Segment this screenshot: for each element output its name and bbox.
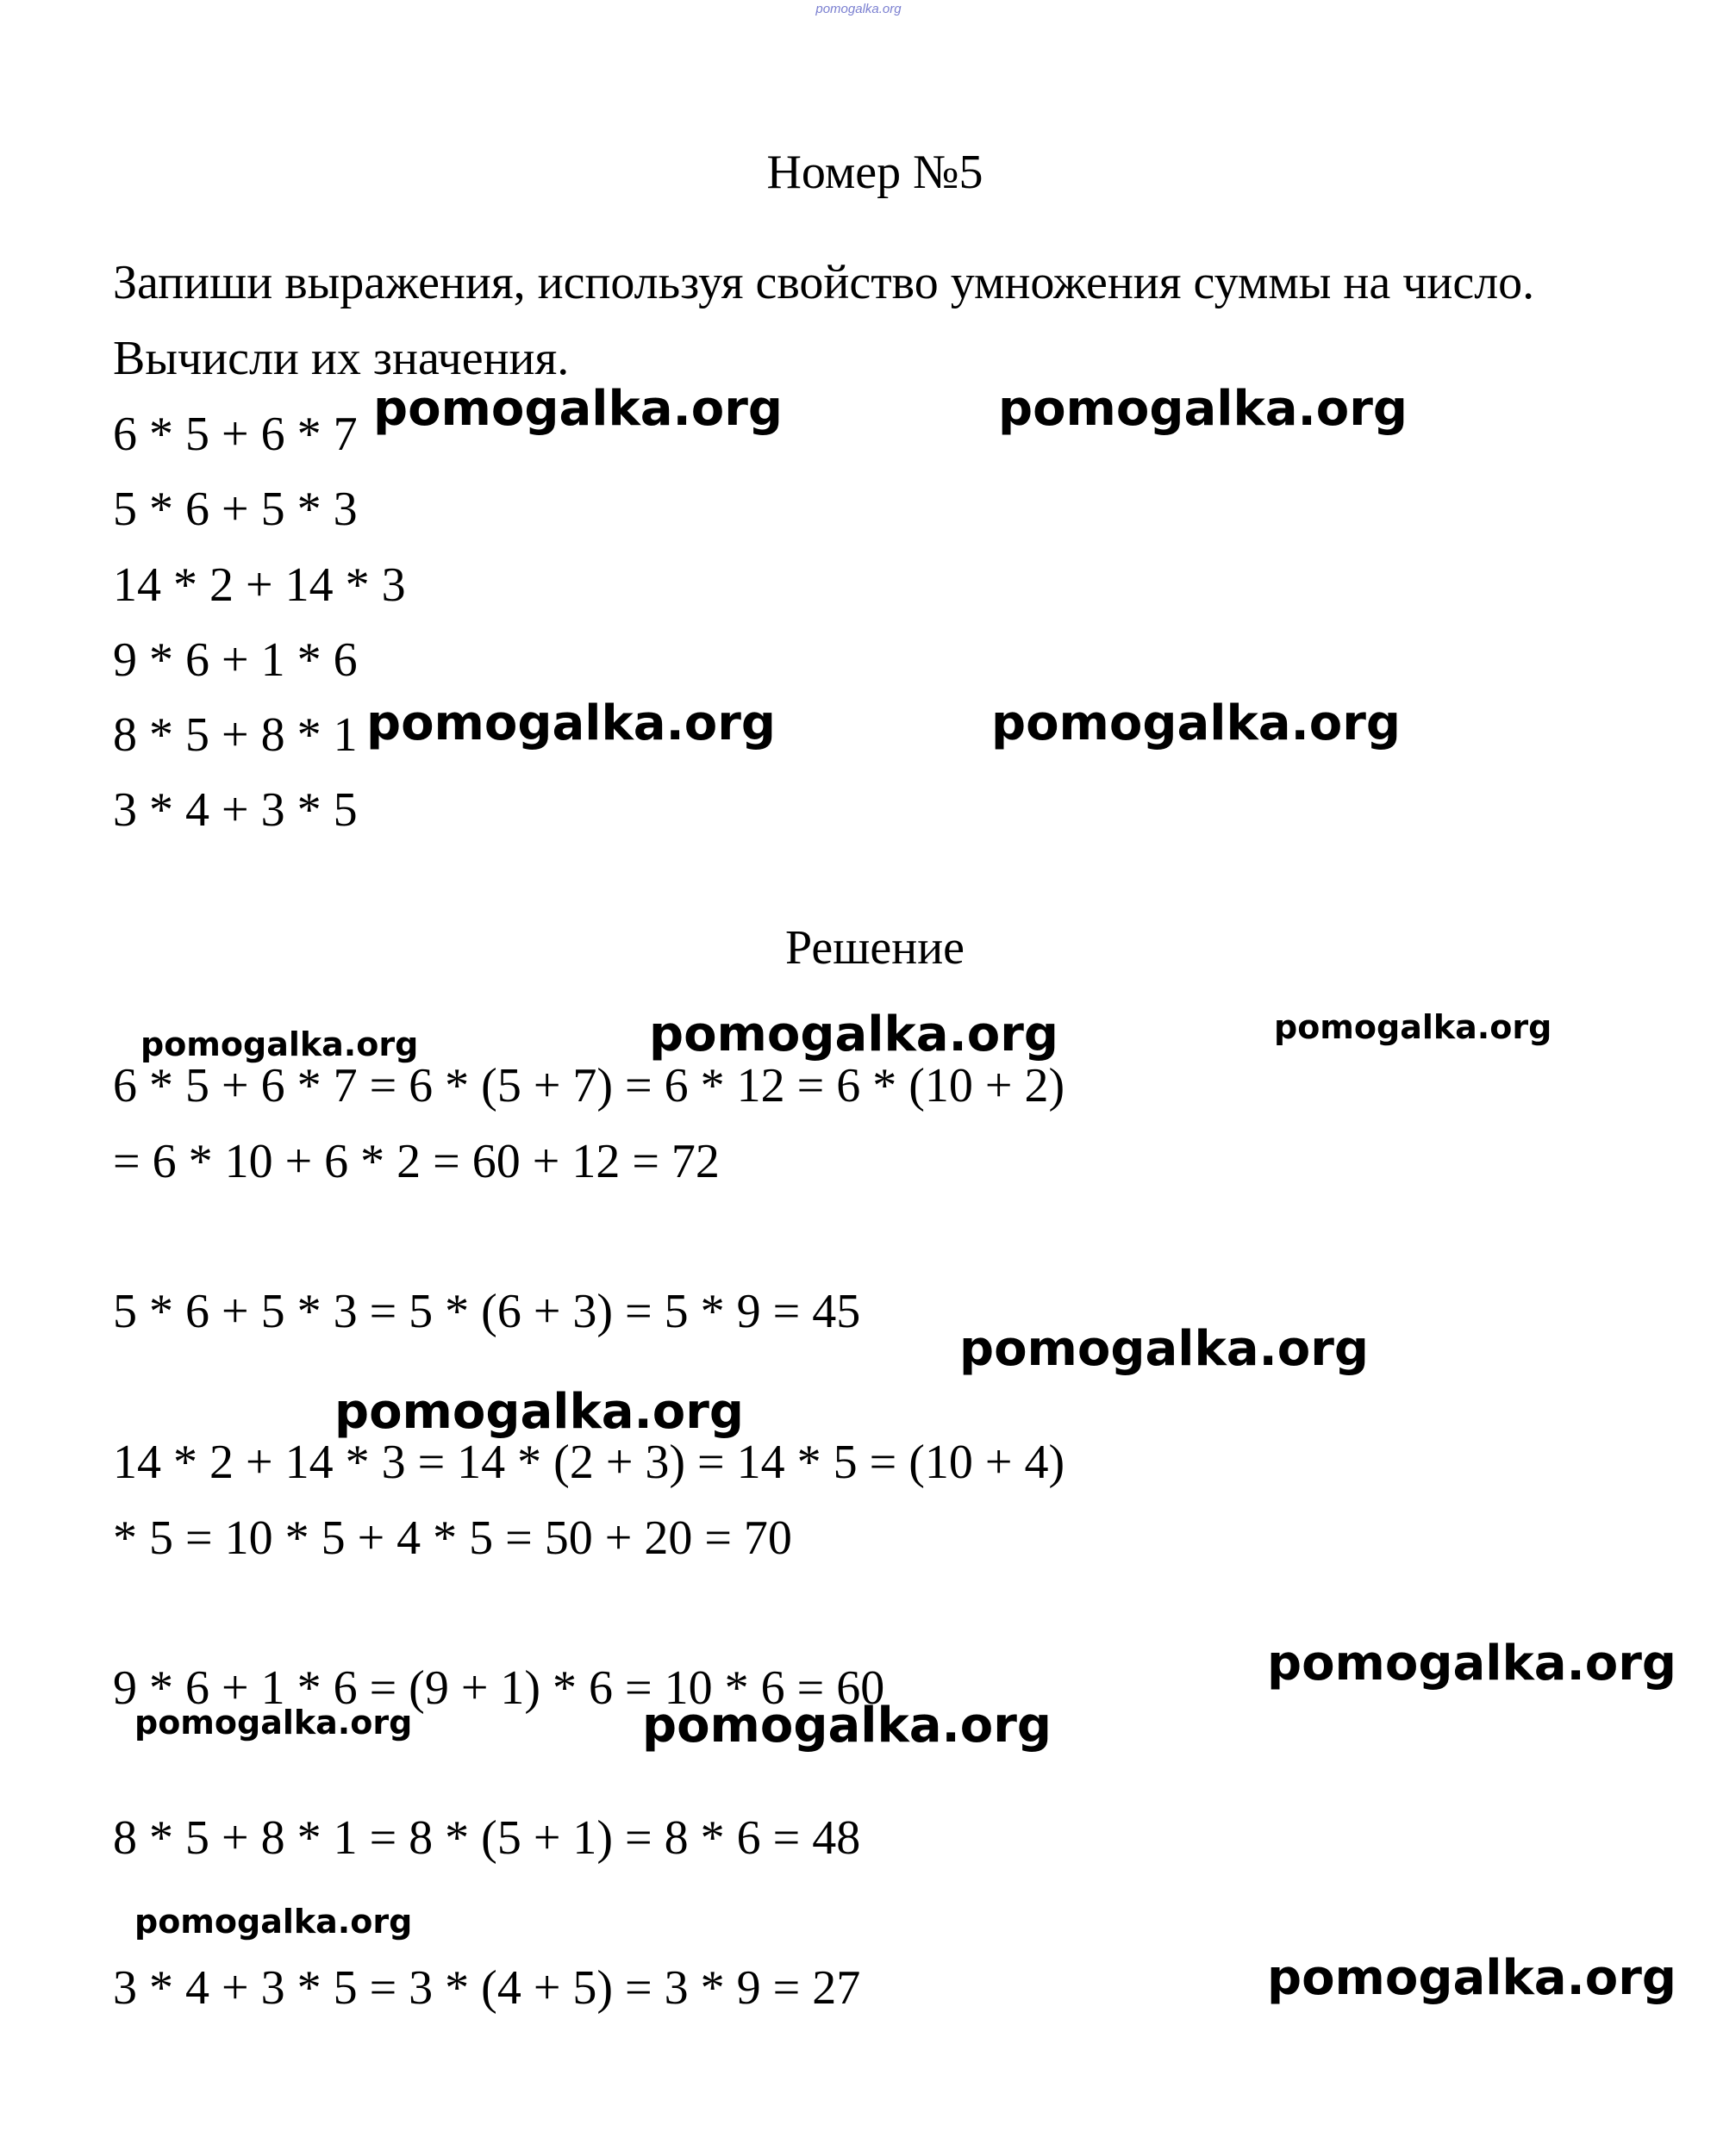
solution-line: 3 * 4 + 3 * 5 = 3 * (4 + 5) = 3 * 9 = 27 — [113, 1961, 861, 2015]
watermark: pomogalka.org — [1274, 1008, 1552, 1046]
expression-item: 6 * 5 + 6 * 7 — [113, 408, 358, 461]
solution-line: = 6 * 10 + 6 * 2 = 60 + 12 = 72 — [113, 1135, 720, 1188]
watermark: pomogalka.org — [991, 695, 1401, 751]
watermark: pomogalka.org — [334, 1384, 744, 1440]
watermark: pomogalka.org — [649, 1006, 1058, 1062]
solution-line: 14 * 2 + 14 * 3 = 14 * (2 + 3) = 14 * 5 = (10 + 4) — [113, 1436, 1065, 1489]
solution-heading: Решение — [784, 921, 965, 975]
watermark: pomogalka.org — [959, 1321, 1369, 1377]
expression-item: 14 * 2 + 14 * 3 — [113, 558, 406, 612]
watermark: pomogalka.org — [642, 1698, 1052, 1754]
task-line: Вычисли их значения. — [113, 332, 570, 385]
solution-line: 6 * 5 + 6 * 7 = 6 * (5 + 7) = 6 * 12 = 6 * (10 + 2) — [113, 1059, 1065, 1112]
watermark: pomogalka.org — [134, 1903, 413, 1941]
expression-item: 9 * 6 + 1 * 6 — [113, 633, 358, 687]
expression-item: 3 * 4 + 3 * 5 — [113, 783, 358, 837]
watermark: pomogalka.org — [1267, 1636, 1676, 1692]
watermark: pomogalka.org — [140, 1025, 419, 1063]
solution-line: 8 * 5 + 8 * 1 = 8 * (5 + 1) = 8 * 6 = 48 — [113, 1811, 861, 1865]
solution-line: 9 * 6 + 1 * 6 = (9 + 1) * 6 = 10 * 6 = 60 — [113, 1661, 885, 1715]
task-line: Запиши выражения, используя свойство умножения суммы на число. — [113, 256, 1535, 309]
watermark: pomogalka.org — [366, 695, 776, 751]
watermark: pomogalka.org — [1267, 1950, 1676, 2006]
expression-item: 5 * 6 + 5 * 3 — [113, 483, 358, 536]
watermark: pomogalka.org — [998, 381, 1408, 437]
top-watermark: pomogalka.org — [815, 2, 902, 16]
watermark: pomogalka.org — [373, 381, 783, 437]
solution-line: 5 * 6 + 5 * 3 = 5 * (6 + 3) = 5 * 9 = 45 — [113, 1285, 861, 1338]
page-title: Номер №5 — [766, 146, 983, 199]
expression-item: 8 * 5 + 8 * 1 — [113, 708, 358, 762]
solution-line: * 5 = 10 * 5 + 4 * 5 = 50 + 20 = 70 — [113, 1511, 792, 1565]
watermark: pomogalka.org — [134, 1704, 413, 1742]
